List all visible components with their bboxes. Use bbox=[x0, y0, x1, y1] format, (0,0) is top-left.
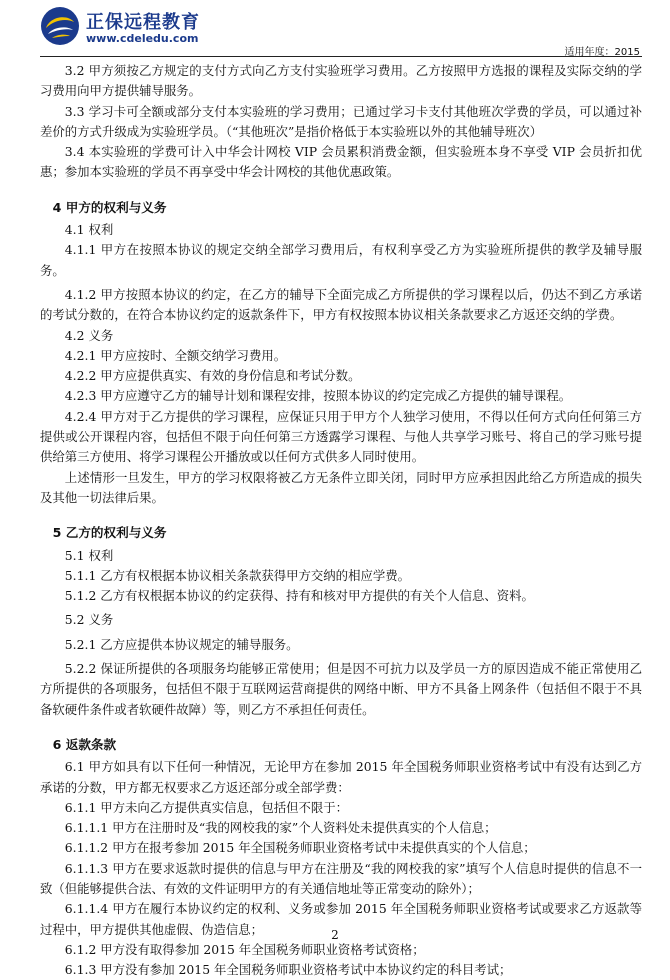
subsection-heading: 4.1 权利 bbox=[64, 222, 114, 238]
paragraph: 6.1.3 甲方没有参加 2015 年全国税务师职业资格考试中本协议约定的科目考试； bbox=[64, 962, 512, 978]
page-number: 2 bbox=[331, 928, 339, 942]
subsection-heading: 5.2 义务 bbox=[64, 612, 114, 628]
paragraph: 6.1 甲方如具有以下任何一种情况，无论甲方在参加 2015 年全国税务师职业资格考试中有没有达到乙方承诺的分数，甲方都无权要求乙方返还部分或全部学费： bbox=[40, 759, 642, 795]
paragraph: 4.1.2 甲方按照本协议的约定，在乙方的辅导下全面完成乙方所提供的学习课程以后，仍达不到乙方承诺的考试分数的，在符合本协议约定的返款条件下，甲方有权按照本协议相关条款要求乙方返还交纳的学费。 bbox=[40, 286, 642, 323]
paragraph: 4.2.3 甲方应遵守乙方的辅导计划和课程安排，按照本协议的约定完成乙方提供的辅导课程。 bbox=[64, 388, 572, 404]
paragraph: 5.1.1 乙方有权根据本协议相关条款获得甲方交纳的相应学费。 bbox=[64, 567, 411, 583]
paragraph: 6.1.1 甲方未向乙方提供真实信息，包括但不限于： bbox=[64, 799, 349, 815]
brand-name: 正保远程教育 bbox=[86, 12, 200, 33]
header-divider bbox=[40, 56, 642, 57]
paragraph: 6.1.1.4 甲方在履行本协议约定的权利、义务或参加 2015 年全国税务师职业资格考试或要求乙方返款等过程中，甲方提供其他虚假、伪造信息； bbox=[40, 901, 642, 937]
page-header bbox=[0, 0, 670, 58]
paragraph: 5.1.2 乙方有权根据本协议的约定获得、持有和核对甲方提供的有关个人信息、资料。 bbox=[64, 588, 534, 604]
paragraph: 4.2.2 甲方应提供真实、有效的身份信息和考试分数。 bbox=[64, 368, 361, 384]
paragraph: 6.1.1.2 甲方在报考参加 2015 年全国税务师职业资格考试中未提供真实的个人信息； bbox=[64, 840, 536, 856]
paragraph: 5.2.1 乙方应提供本协议规定的辅导服务。 bbox=[64, 636, 299, 652]
paragraph: 3.2 甲方须按乙方规定的支付方式向乙方支付实验班学习费用。乙方按照甲方选报的课程及实际交纳的学习费用向甲方提供辅导服务。 bbox=[40, 63, 642, 99]
section-heading: 4 甲方的权利与义务 bbox=[52, 199, 167, 215]
paragraph: 5.2.2 保证所提供的各项服务均能够正常使用；但是因不可抗力以及学员一方的原因造成不能正常使用乙方所提供的各项服务，包括但不限于互联网运营商提供的网络中断、甲方不具备上网条件（包括但不限于不具备软硬件条件或者软硬件故障）等，则乙方不承担任何责任。 bbox=[40, 661, 642, 717]
section-heading: 6 返款条款 bbox=[52, 736, 117, 752]
paragraph: 4.1.1 甲方在按照本协议的规定交纳全部学习费用后，有权利享受乙方为实验班所提供的教学及辅导服务。 bbox=[40, 242, 642, 278]
paragraph: 6.1.1.1 甲方在注册时及“我的网校我的家”个人资料处未提供真实的个人信息； bbox=[64, 820, 497, 836]
brand-url: www.cdeledu.com bbox=[86, 32, 199, 45]
paragraph: 3.4 本实验班的学费可计入中华会计网校 VIP 会员累积消费金额，但实验班本身不享受 VIP 会员折扣优惠；参加本实验班的学员不再享受中华会计网校的其他优惠政策。 bbox=[40, 144, 642, 180]
applicable-year: 适用年度：2015 bbox=[564, 47, 640, 58]
paragraph: 6.1.2 甲方没有取得参加 2015 年全国税务师职业资格考试资格； bbox=[64, 941, 425, 957]
paragraph: 3.3 学习卡可全额或部分支付本实验班的学习费用；已通过学习卡支付其他班次学费的学员，可以通过补差价的方式升级成为实验班学员。（“其他班次”是指价格低于本实验班以外的其他辅导班次） bbox=[40, 103, 642, 139]
paragraph: 4.2.4 甲方对于乙方提供的学习课程，应保证只用于甲方个人独学习使用，不得以任何方式向任何第三方提供或公开课程内容，包括但不限于向任何第三方透露学习课程、与他人共享学习账号、将自己的学习账号提供给第三方使用、将学习课程公开播放或以任何方式供多人同时使用。 bbox=[40, 408, 642, 465]
paragraph: 6.1.1.3 甲方在要求返款时提供的信息与甲方在注册及“我的网校我的家”填写个人信息时提供的信息不一致（但能够提供合法、有效的文件证明甲方的有关通信地址等正常变动的除外）； bbox=[40, 860, 642, 896]
subsection-heading: 5.1 权利 bbox=[64, 547, 114, 563]
document-body bbox=[40, 61, 642, 980]
cdeledu-logo-icon bbox=[40, 6, 80, 46]
paragraph: 上述情形一旦发生，甲方的学习权限将被乙方无条件立即关闭，同时甲方应承担因此给乙方所造成的损失及其他一切法律后果。 bbox=[40, 469, 642, 505]
subsection-heading: 4.2 义务 bbox=[64, 327, 114, 343]
paragraph: 4.2.1 甲方应按时、全额交纳学习费用。 bbox=[64, 347, 287, 363]
section-heading: 5 乙方的权利与义务 bbox=[52, 525, 167, 541]
